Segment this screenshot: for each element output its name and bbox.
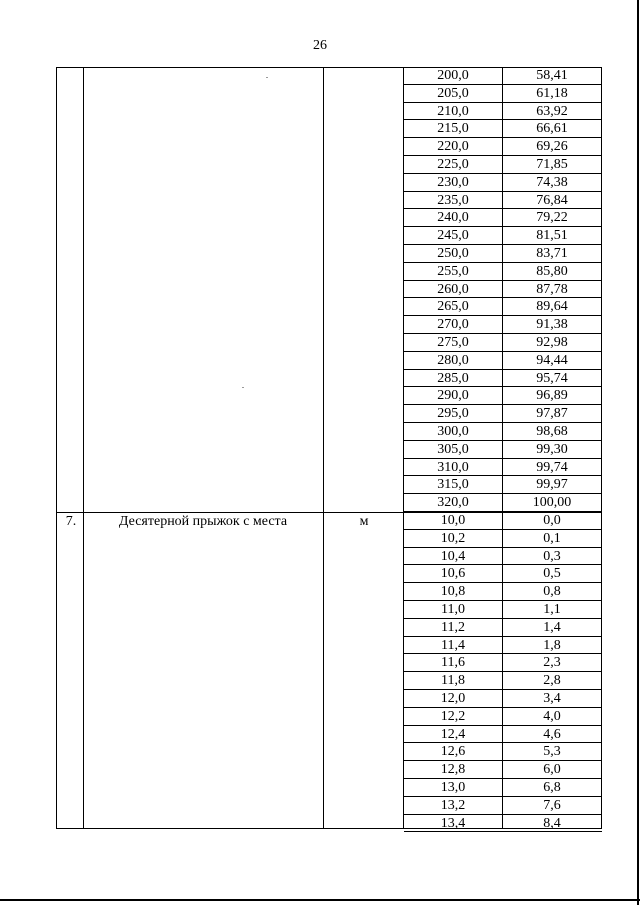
- result-value-cell: 12,8: [440, 762, 466, 778]
- points-cell: 1,1: [543, 602, 561, 617]
- table-row: [404, 672, 602, 690]
- points-cell: 3,4: [543, 691, 561, 706]
- points-cell: 66,61: [536, 121, 568, 137]
- points-cell: 5,3: [543, 744, 561, 760]
- table-row: [404, 726, 602, 744]
- result-value-cell: 310,0: [437, 459, 469, 475]
- result-value-cell: 10,8: [440, 584, 466, 600]
- table-row: [404, 316, 602, 334]
- result-value-cell: 275,0: [437, 335, 469, 350]
- points-cell: 7,6: [543, 797, 561, 813]
- points-cell: 0,8: [543, 584, 561, 600]
- points-cell: 69,26: [536, 139, 568, 155]
- points-cell: 6,8: [543, 780, 561, 795]
- result-value-cell: 12,2: [440, 708, 466, 724]
- result-value-cell: 230,0: [437, 174, 469, 190]
- result-value-cell: 295,0: [437, 406, 469, 422]
- table-row: [404, 565, 602, 583]
- points-cell: 4,0: [543, 708, 561, 724]
- table-row: [404, 370, 602, 388]
- table-row: [404, 494, 602, 512]
- result-value-cell: 235,0: [437, 192, 469, 208]
- points-cell: 2,3: [543, 655, 561, 671]
- result-value-cell: 315,0: [437, 477, 469, 493]
- section-unit: м: [359, 514, 369, 529]
- table-row: [404, 156, 602, 174]
- result-value-cell: 290,0: [437, 388, 469, 404]
- result-value-cell: 265,0: [437, 299, 469, 315]
- points-cell: 74,38: [536, 174, 568, 190]
- table-row: [404, 334, 602, 352]
- table-row: [404, 405, 602, 423]
- points-cell: 98,68: [536, 424, 568, 439]
- table-row: [404, 209, 602, 227]
- table-row: [404, 103, 602, 121]
- table-row: [404, 245, 602, 263]
- result-value-cell: 10,6: [440, 566, 466, 582]
- result-value-cell: 305,0: [437, 441, 469, 457]
- scan-speck: [266, 77, 268, 78]
- result-value-cell: 11,2: [441, 619, 465, 635]
- result-value-cell: 12,0: [440, 691, 466, 706]
- result-value-cell: 210,0: [437, 103, 469, 119]
- points-cell: 97,87: [536, 406, 568, 422]
- result-value-cell: 280,0: [437, 352, 469, 368]
- points-cell: 85,80: [536, 263, 568, 279]
- table-row: [404, 174, 602, 192]
- table-row: [404, 459, 602, 477]
- table-row: [404, 743, 602, 761]
- table-row: [404, 815, 602, 833]
- points-cell: 8,4: [543, 815, 561, 831]
- table-row: [404, 85, 602, 103]
- result-value-cell: 320,0: [437, 495, 469, 511]
- page-frame-right: [637, 0, 639, 905]
- table-row: [404, 476, 602, 494]
- table-row: [404, 548, 602, 566]
- result-value-cell: 12,6: [440, 744, 466, 760]
- table-row: [404, 583, 602, 601]
- table-row: [404, 708, 602, 726]
- result-value-cell: 11,4: [441, 637, 465, 653]
- result-value-cell: 245,0: [437, 228, 469, 244]
- section-name: Десятерной прыжок с места: [118, 514, 288, 529]
- result-value-cell: 270,0: [437, 317, 469, 333]
- result-value-cell: 13,0: [440, 780, 466, 795]
- points-cell: 99,74: [536, 459, 568, 475]
- table-row: [404, 192, 602, 210]
- result-value-cell: 10,2: [440, 530, 466, 546]
- points-cell: 63,92: [536, 103, 568, 119]
- points-cell: 83,71: [536, 246, 568, 261]
- points-cell: 100,00: [532, 495, 572, 511]
- table-border-left: [56, 67, 57, 829]
- table-row: [404, 779, 602, 797]
- table-row: [404, 797, 602, 815]
- result-value-cell: 205,0: [437, 85, 469, 101]
- result-value-cell: 220,0: [437, 139, 469, 155]
- table-row: [404, 423, 602, 441]
- standards-table: [56, 67, 602, 829]
- points-cell: 96,89: [536, 388, 568, 404]
- points-cell: 1,8: [543, 637, 561, 653]
- table-row: [404, 530, 602, 548]
- table-row: [404, 298, 602, 316]
- points-cell: 0,1: [543, 530, 561, 546]
- points-cell: 79,22: [536, 210, 568, 226]
- table-row: [404, 387, 602, 405]
- table-row: [404, 263, 602, 281]
- result-value-cell: 11,6: [441, 655, 465, 671]
- column-divider-number: [83, 67, 84, 829]
- result-value-cell: 225,0: [437, 157, 469, 172]
- points-cell: 99,97: [536, 477, 568, 493]
- table-row: [404, 138, 602, 156]
- table-row: [404, 690, 602, 708]
- points-cell: 87,78: [536, 281, 568, 297]
- points-cell: 58,41: [536, 68, 568, 83]
- points-cell: 89,64: [536, 299, 568, 315]
- result-value-cell: 240,0: [437, 210, 469, 226]
- points-cell: 6,0: [543, 762, 561, 778]
- result-value-cell: 260,0: [437, 281, 469, 297]
- page-number: 26: [313, 38, 327, 53]
- scan-speck: [242, 387, 244, 388]
- result-value-cell: 11,0: [441, 602, 465, 617]
- table-row: [404, 281, 602, 299]
- points-cell: 81,51: [536, 228, 568, 244]
- page-frame-bottom: [0, 899, 640, 901]
- result-value-cell: 215,0: [437, 121, 469, 137]
- result-value-cell: 13,2: [440, 797, 466, 813]
- result-value-cell: 10,4: [440, 548, 466, 564]
- points-cell: 0,3: [543, 548, 561, 564]
- result-value-cell: 13,4: [440, 815, 466, 831]
- points-cell: 91,38: [536, 317, 568, 333]
- table-row: [404, 601, 602, 619]
- result-value-cell: 11,8: [441, 673, 465, 689]
- points-cell: 76,84: [536, 192, 568, 208]
- result-value-cell: 10,0: [440, 513, 466, 528]
- section-number: 7.: [65, 514, 77, 529]
- result-value-cell: 12,4: [440, 726, 466, 742]
- table-row: [404, 352, 602, 370]
- points-cell: 71,85: [536, 157, 568, 172]
- table-row: [404, 654, 602, 672]
- result-value-cell: 250,0: [437, 246, 469, 261]
- result-value-cell: 200,0: [437, 68, 469, 83]
- table-row: [404, 441, 602, 459]
- column-divider-name: [323, 67, 324, 829]
- points-cell: 0,5: [543, 566, 561, 582]
- result-value-cell: 255,0: [437, 263, 469, 279]
- table-row: [404, 120, 602, 138]
- points-cell: 92,98: [536, 335, 568, 350]
- table-row: [404, 619, 602, 637]
- table-row: [404, 67, 602, 85]
- points-cell: 0,0: [543, 513, 561, 528]
- points-cell: 4,6: [543, 726, 561, 742]
- points-cell: 95,74: [536, 370, 568, 386]
- result-value-cell: 300,0: [437, 424, 469, 439]
- points-cell: 2,8: [543, 673, 561, 689]
- points-cell: 99,30: [536, 441, 568, 457]
- table-row: [404, 512, 602, 530]
- points-cell: 61,18: [536, 85, 568, 101]
- table-row: [404, 761, 602, 779]
- result-value-cell: 285,0: [437, 370, 469, 386]
- points-cell: 94,44: [536, 352, 568, 368]
- table-row: [404, 227, 602, 245]
- table-row: [404, 637, 602, 655]
- points-cell: 1,4: [543, 619, 561, 635]
